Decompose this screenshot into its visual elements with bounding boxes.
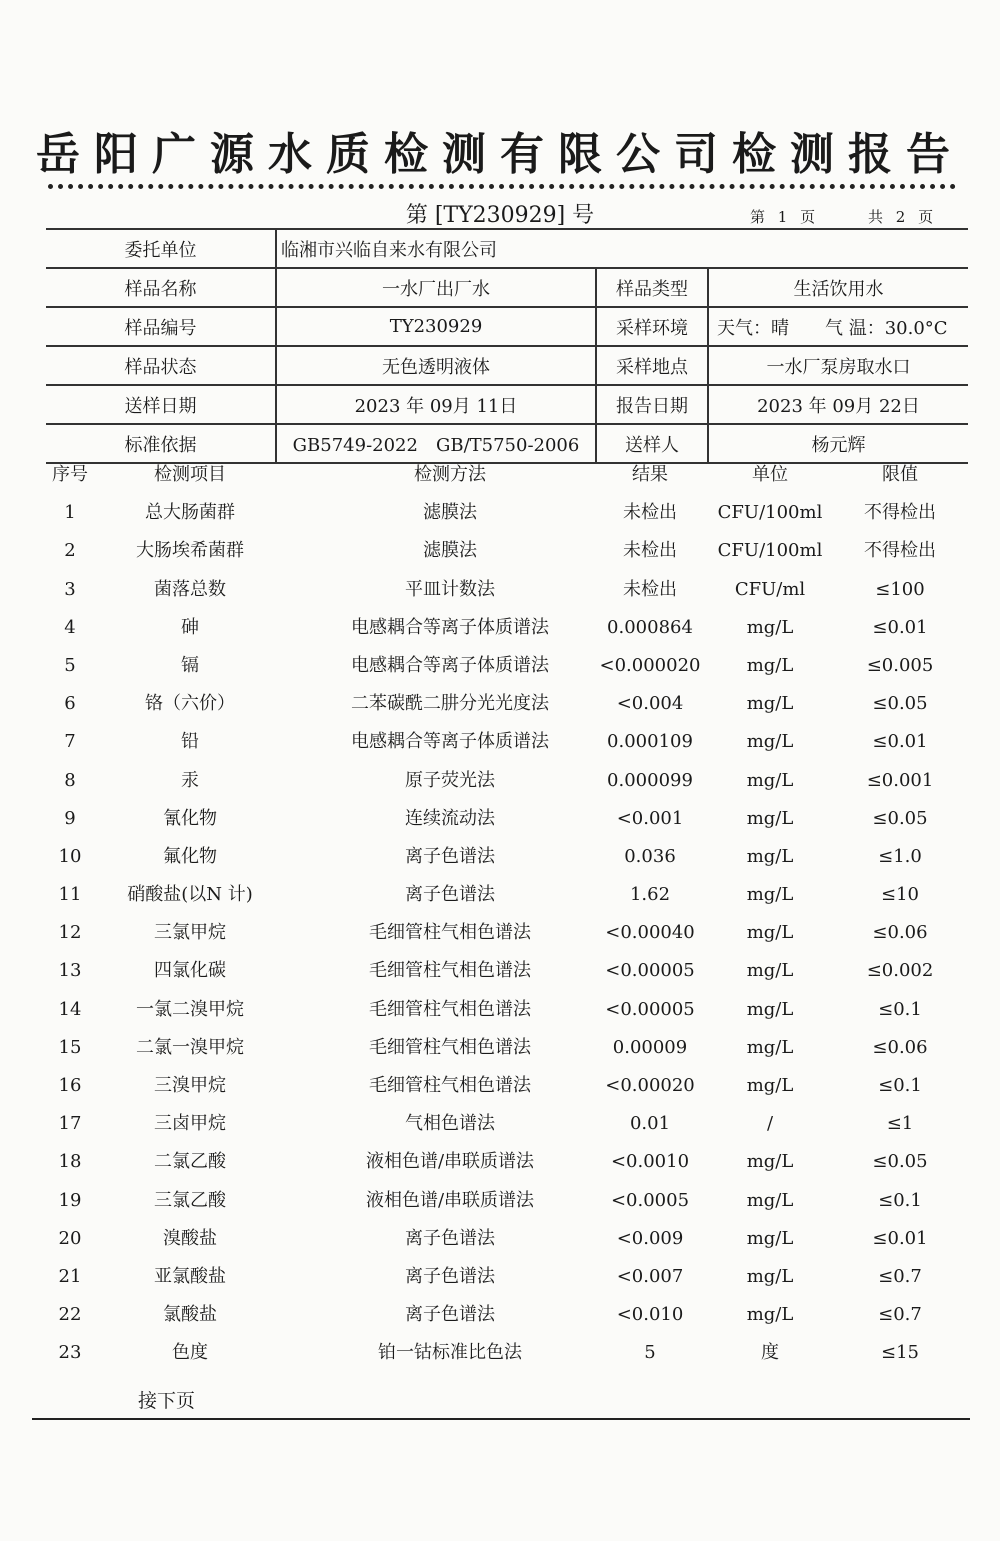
row-limit: ≤1.0: [878, 845, 922, 867]
row-item: 溴酸盐: [163, 1227, 217, 1249]
row-limit: ≤0.05: [872, 693, 928, 715]
results-body: [40, 494, 970, 1372]
row-no: 2: [64, 540, 76, 562]
row-result: <0.00005: [605, 998, 695, 1020]
row-method: 液相色谱/串联质谱法: [365, 1151, 535, 1173]
table-row: [40, 876, 970, 914]
row-no: 3: [64, 578, 76, 600]
row-method: 滤膜法: [423, 540, 477, 562]
row-method: 毛细管柱气相色谱法: [369, 922, 531, 944]
header-unit: 单位: [752, 464, 788, 485]
results-header-row: [40, 456, 970, 494]
row-result: <0.0010: [610, 1151, 690, 1173]
table-row: [40, 762, 970, 800]
sample-no-value: TY230929: [276, 307, 596, 346]
row-no: 18: [58, 1151, 82, 1173]
row-method: 电感耦合等离子体质谱法: [351, 616, 549, 638]
row-unit: mg/L: [746, 1036, 794, 1058]
row-item: 二氯乙酸: [154, 1151, 226, 1173]
report-number: 第 [TY230929] 号: [405, 203, 595, 228]
row-unit: CFU/100ml: [717, 540, 823, 562]
table-row: [40, 838, 970, 876]
row-item: 汞: [181, 769, 199, 791]
row-limit: ≤0.01: [872, 1227, 928, 1249]
sample-type-value: 生活饮用水: [708, 268, 968, 307]
row-unit: CFU/100ml: [717, 502, 823, 524]
row-unit: mg/L: [746, 998, 794, 1020]
info-row-sample-no: [46, 307, 968, 346]
row-limit: ≤0.1: [878, 998, 922, 1020]
row-result: <0.010: [616, 1304, 684, 1326]
row-result: <0.001: [616, 807, 684, 829]
row-limit: ≤0.7: [878, 1304, 922, 1326]
row-limit: ≤0.005: [866, 654, 934, 676]
row-no: 9: [64, 807, 76, 829]
row-no: 17: [58, 1113, 82, 1135]
row-item: 镉: [181, 654, 199, 676]
row-unit: mg/L: [746, 1151, 794, 1173]
row-method: 二苯碳酰二肼分光光度法: [351, 693, 549, 715]
table-row: [40, 1334, 970, 1372]
row-method: 连续流动法: [405, 807, 495, 829]
state-label: 样品状态: [46, 346, 276, 385]
table-row: [40, 1029, 970, 1067]
row-unit: mg/L: [746, 1265, 794, 1287]
row-method: 滤膜法: [423, 502, 477, 524]
table-row: [40, 952, 970, 990]
row-limit: ≤0.002: [866, 960, 934, 982]
page-number: 第 1 页: [750, 208, 820, 226]
table-row: [40, 991, 970, 1029]
env-label: 采样环境: [596, 307, 708, 346]
row-unit: mg/L: [746, 1304, 794, 1326]
row-item: 氯酸盐: [163, 1304, 217, 1326]
row-method: 电感耦合等离子体质谱法: [351, 731, 549, 753]
row-limit: ≤0.1: [878, 1189, 922, 1211]
state-value: 无色透明液体: [276, 346, 596, 385]
table-row: [40, 532, 970, 570]
header-no: 序号: [52, 464, 88, 485]
row-no: 1: [64, 502, 76, 524]
row-no: 12: [58, 922, 82, 944]
row-item: 色度: [172, 1342, 208, 1364]
row-result: 未检出: [623, 540, 677, 562]
header-limit: 限值: [882, 464, 918, 485]
row-no: 21: [58, 1265, 82, 1287]
row-result: <0.009: [616, 1227, 684, 1249]
row-item: 铅: [181, 731, 199, 753]
client-label: 委托单位: [46, 229, 276, 268]
row-limit: ≤0.01: [872, 731, 928, 753]
row-limit: ≤0.7: [878, 1265, 922, 1287]
row-result: 0.000109: [607, 731, 693, 753]
row-method: 毛细管柱气相色谱法: [369, 1036, 531, 1058]
client-value: 临湘市兴临自来水有限公司: [276, 229, 968, 268]
row-unit: CFU/ml: [734, 578, 806, 600]
row-unit: mg/L: [746, 769, 794, 791]
row-limit: ≤1: [886, 1113, 914, 1135]
row-limit: ≤0.001: [866, 769, 934, 791]
row-method: 铂一钴标准比色法: [378, 1342, 522, 1364]
row-no: 7: [64, 731, 76, 753]
row-item: 三氯乙酸: [154, 1189, 226, 1211]
standard-value: GB5749-2022 GB/T5750-2006: [276, 424, 596, 463]
sample-name-label: 样品名称: [46, 268, 276, 307]
row-no: 15: [58, 1036, 82, 1058]
row-item: 铬（六价）: [145, 693, 235, 715]
table-row: [40, 723, 970, 761]
table-row: [40, 1220, 970, 1258]
row-unit: mg/L: [746, 807, 794, 829]
table-row: [40, 1258, 970, 1296]
row-limit: ≤0.1: [878, 1075, 922, 1096]
sample-info-table: [46, 228, 968, 464]
row-result: 0.00009: [612, 1036, 688, 1058]
report-title: 岳阳广源水质检测有限公司检测报告: [36, 129, 964, 180]
sample-type-label: 样品类型: [596, 268, 708, 307]
page-total: 共 2 页: [868, 208, 938, 226]
row-no: 13: [58, 960, 82, 982]
row-limit: ≤0.06: [872, 922, 928, 944]
env-value: 天气：晴 气 温：30.0°C: [708, 307, 968, 346]
table-row: [40, 800, 970, 838]
row-no: 14: [58, 998, 82, 1020]
info-row-client: [46, 229, 968, 268]
row-limit: ≤0.01: [872, 616, 928, 638]
row-limit: ≤0.05: [872, 1151, 928, 1173]
table-row: [40, 1296, 970, 1334]
row-item: 三氯甲烷: [154, 922, 226, 944]
row-no: 6: [64, 693, 76, 715]
report-date-value: 2023 年 09月 22日: [708, 385, 968, 424]
sender-value: 杨元辉: [708, 424, 968, 463]
bottom-divider: [32, 1418, 970, 1420]
row-method: 气相色谱法: [405, 1113, 495, 1135]
sample-name-value: 一水厂出厂水: [276, 268, 596, 307]
table-row: [40, 1105, 970, 1143]
row-limit: ≤100: [875, 578, 925, 600]
row-method: 离子色谱法: [405, 884, 495, 906]
row-method: 离子色谱法: [405, 845, 495, 867]
row-no: 22: [58, 1304, 82, 1326]
row-method: 原子荧光法: [405, 769, 495, 791]
row-item: 氰化物: [163, 807, 217, 829]
row-method: 离子色谱法: [405, 1227, 495, 1249]
row-result: 0.000864: [607, 616, 693, 638]
row-no: 4: [64, 616, 76, 638]
row-unit: mg/L: [746, 654, 794, 676]
row-item: 三溴甲烷: [154, 1075, 226, 1096]
location-value: 一水厂泵房取水口: [708, 346, 968, 385]
row-result: <0.00020: [605, 1075, 695, 1096]
row-item: 一氯二溴甲烷: [136, 998, 244, 1020]
sample-no-label: 样品编号: [46, 307, 276, 346]
row-method: 离子色谱法: [405, 1265, 495, 1287]
info-row-sample-name: [46, 268, 968, 307]
row-item: 二氯一溴甲烷: [136, 1036, 244, 1058]
table-row: [40, 1182, 970, 1220]
row-method: 平皿计数法: [405, 578, 495, 600]
row-unit: mg/L: [746, 922, 794, 944]
row-unit: mg/L: [746, 1075, 794, 1096]
header-method: 检测方法: [414, 464, 486, 485]
info-row-dates: [46, 385, 968, 424]
header-item: 检测项目: [154, 464, 226, 485]
row-item: 三卤甲烷: [154, 1113, 226, 1135]
report-date-label: 报告日期: [596, 385, 708, 424]
table-row: [40, 1143, 970, 1181]
row-unit: mg/L: [746, 693, 794, 715]
row-item: 砷: [181, 616, 199, 638]
row-item: 大肠埃希菌群: [136, 540, 244, 562]
row-unit: mg/L: [746, 884, 794, 906]
row-unit: mg/L: [746, 845, 794, 867]
row-unit: mg/L: [746, 960, 794, 982]
table-row: [40, 571, 970, 609]
dotted-divider: [48, 184, 956, 195]
table-row: [40, 609, 970, 647]
row-method: 毛细管柱气相色谱法: [369, 1075, 531, 1096]
row-unit: mg/L: [746, 731, 794, 753]
row-no: 23: [58, 1342, 82, 1364]
sender-label: 送样人: [596, 424, 708, 463]
row-result: <0.00040: [605, 922, 695, 944]
row-no: 19: [58, 1189, 82, 1211]
row-no: 20: [58, 1227, 82, 1249]
row-result: <0.00005: [605, 960, 695, 982]
row-method: 毛细管柱气相色谱法: [369, 998, 531, 1020]
row-item: 菌落总数: [154, 578, 226, 600]
row-result: <0.007: [616, 1265, 684, 1287]
row-limit: ≤0.05: [872, 807, 928, 829]
row-item: 总大肠菌群: [145, 502, 235, 524]
row-item: 氟化物: [163, 845, 217, 867]
row-result: 未检出: [623, 578, 677, 600]
send-date-value: 2023 年 09月 11日: [276, 385, 596, 424]
row-result: 5: [644, 1342, 656, 1364]
send-date-label: 送样日期: [46, 385, 276, 424]
row-limit: ≤0.06: [872, 1036, 928, 1058]
row-unit: mg/L: [746, 1189, 794, 1211]
row-result: 0.036: [624, 845, 676, 867]
standard-label: 标准依据: [46, 424, 276, 463]
row-unit: /: [766, 1113, 774, 1135]
row-method: 离子色谱法: [405, 1304, 495, 1326]
row-no: 11: [58, 884, 82, 906]
table-row: [40, 647, 970, 685]
row-no: 5: [64, 654, 76, 676]
row-limit: 不得检出: [864, 540, 936, 562]
row-result: <0.004: [616, 693, 684, 715]
info-row-state: [46, 346, 968, 385]
row-result: 0.000099: [607, 769, 693, 791]
location-label: 采样地点: [596, 346, 708, 385]
row-no: 10: [58, 845, 82, 867]
row-no: 8: [64, 769, 76, 791]
row-result: <0.0005: [610, 1189, 690, 1211]
row-method: 毛细管柱气相色谱法: [369, 960, 531, 982]
row-item: 硝酸盐(以N 计): [127, 884, 253, 906]
row-item: 四氯化碳: [154, 960, 226, 982]
table-row: [40, 1067, 970, 1105]
row-unit: 度: [761, 1342, 779, 1364]
row-unit: mg/L: [746, 1227, 794, 1249]
row-method: 电感耦合等离子体质谱法: [351, 654, 549, 676]
header-result: 结果: [632, 464, 668, 485]
row-limit: ≤10: [881, 884, 919, 906]
row-unit: mg/L: [746, 616, 794, 638]
row-result: 未检出: [623, 502, 677, 524]
table-row: [40, 494, 970, 532]
row-result: <0.000020: [599, 654, 701, 676]
row-item: 亚氯酸盐: [154, 1265, 226, 1287]
row-method: 液相色谱/串联质谱法: [365, 1189, 535, 1211]
row-result: 0.01: [629, 1113, 671, 1135]
row-limit: ≤15: [881, 1342, 919, 1364]
row-no: 16: [58, 1075, 82, 1096]
table-row: [40, 685, 970, 723]
row-limit: 不得检出: [864, 502, 936, 524]
table-row: [40, 914, 970, 952]
row-result: 1.62: [629, 884, 671, 906]
results-table: [40, 456, 970, 1373]
continued-next-page: 接下页: [138, 1390, 196, 1412]
